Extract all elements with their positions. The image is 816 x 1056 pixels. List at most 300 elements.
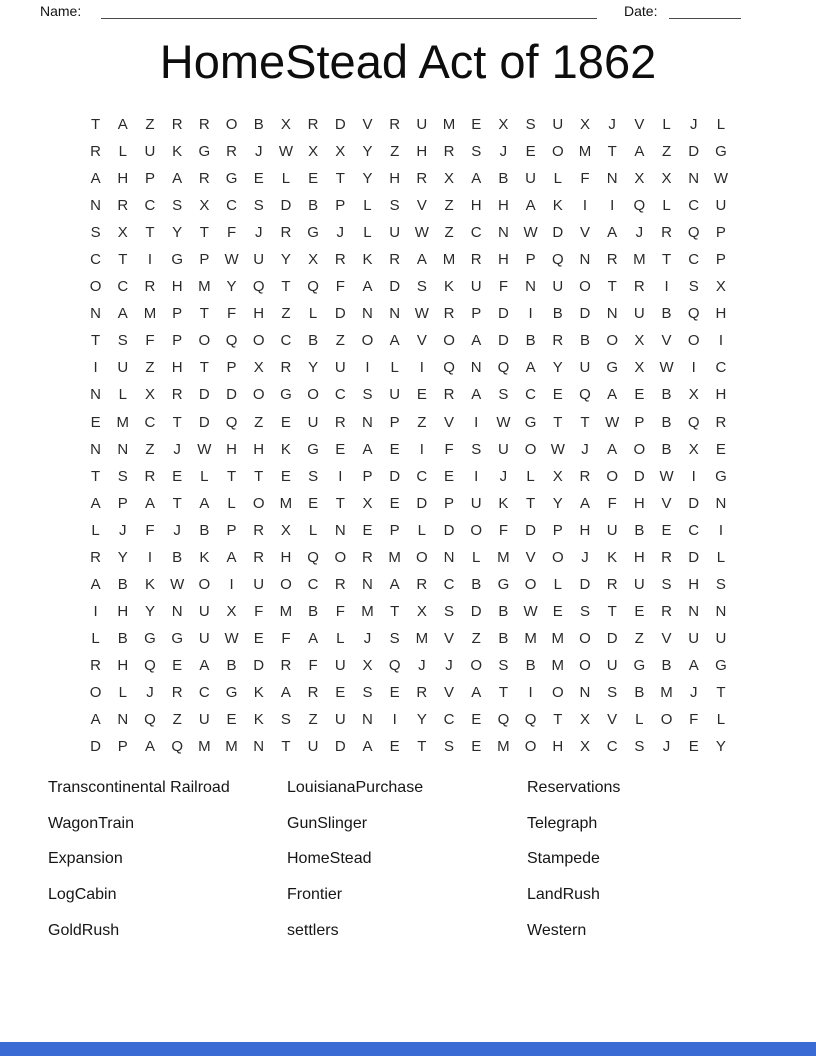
- grid-letter: R: [307, 684, 319, 701]
- grid-letter: Z: [634, 629, 644, 647]
- grid-letter: N: [90, 440, 102, 458]
- grid-letter: R: [334, 575, 346, 593]
- grid-letter: T: [335, 170, 345, 188]
- grid-letter: O: [524, 738, 537, 756]
- word-list-item: GoldRush: [48, 921, 120, 939]
- grid-letter: L: [308, 521, 318, 539]
- grid-letter: J: [445, 656, 453, 674]
- grid-letter: H: [171, 278, 183, 296]
- grid-letter: Z: [444, 197, 454, 215]
- grid-letter: I: [365, 359, 370, 377]
- grid-letter: N: [525, 278, 537, 296]
- grid-letter: C: [90, 251, 102, 269]
- grid-letter: E: [715, 440, 726, 458]
- grid-letter: U: [253, 575, 265, 593]
- grid-letter: Y: [552, 359, 563, 377]
- grid-letter: D: [579, 575, 591, 593]
- grid-letter: M: [442, 251, 456, 269]
- grid-letter: S: [715, 575, 726, 593]
- word-list-item: LandRush: [527, 886, 600, 904]
- grid-letter: W: [659, 359, 674, 377]
- grid-letter: S: [661, 575, 672, 593]
- grid-letter: G: [144, 629, 156, 647]
- grid-letter: G: [715, 656, 727, 674]
- grid-letter: C: [280, 332, 292, 350]
- grid-letter: B: [661, 386, 672, 404]
- grid-letter: B: [634, 684, 645, 701]
- grid-letter: R: [90, 143, 102, 161]
- grid-letter: L: [336, 629, 345, 647]
- grid-letter: V: [525, 548, 536, 566]
- word-list-item: GunSlinger: [287, 814, 368, 832]
- grid-letter: B: [117, 629, 128, 647]
- grid-letter: M: [551, 629, 565, 647]
- grid-letter: O: [198, 332, 211, 350]
- grid-letter: X: [634, 332, 645, 350]
- grid-letter: R: [171, 684, 183, 701]
- grid-letter: B: [308, 602, 319, 620]
- grid-letter: R: [171, 386, 183, 404]
- grid-letter: G: [280, 386, 292, 404]
- grid-letter: O: [551, 548, 564, 566]
- word-list-column: [527, 779, 620, 957]
- grid-letter: A: [144, 494, 155, 512]
- grid-letter: U: [389, 386, 401, 404]
- grid-letter: T: [91, 332, 101, 350]
- grid-letter: S: [471, 440, 482, 458]
- grid-letter: A: [117, 116, 128, 134]
- grid-letter: H: [171, 359, 183, 377]
- grid-letter: X: [144, 386, 155, 404]
- grid-letter: X: [199, 197, 210, 215]
- word-list-item: Frontier: [287, 886, 343, 904]
- grid-letter: E: [634, 602, 645, 620]
- grid-letter: Q: [252, 278, 265, 296]
- grid-letter: E: [172, 656, 183, 674]
- grid-letter: O: [252, 332, 265, 350]
- grid-letter: X: [444, 170, 455, 188]
- grid-letter: R: [280, 224, 292, 242]
- grid-letter: T: [199, 359, 209, 377]
- grid-letter: A: [471, 332, 482, 350]
- grid-letter: I: [419, 440, 424, 458]
- grid-letter: T: [417, 738, 427, 756]
- grid-letter: L: [662, 197, 671, 215]
- grid-letter: M: [198, 278, 211, 296]
- word-list-item: Stampede: [527, 850, 600, 868]
- grid-letter: W: [605, 413, 620, 431]
- grid-letter: L: [363, 197, 372, 215]
- grid-letter: Z: [390, 143, 400, 161]
- grid-letter: Y: [226, 278, 237, 296]
- grid-letter: I: [419, 359, 424, 377]
- grid-letter: J: [662, 738, 671, 756]
- grid-letter: I: [147, 251, 153, 269]
- grid-letter: O: [416, 548, 428, 566]
- name-label: Name:: [40, 3, 82, 19]
- grid-letter: N: [389, 305, 401, 323]
- grid-letter: N: [715, 494, 727, 512]
- grid-letter: X: [498, 116, 509, 134]
- grid-letter: P: [525, 251, 536, 269]
- grid-letter: A: [226, 548, 237, 566]
- grid-letter: V: [661, 629, 672, 647]
- grid-letter: E: [471, 711, 482, 729]
- grid-letter: J: [119, 521, 127, 539]
- grid-letter: O: [307, 386, 319, 404]
- grid-letter: C: [688, 251, 700, 269]
- grid-letter: K: [253, 711, 264, 729]
- grid-letter: Z: [308, 711, 318, 729]
- grid-letter: V: [444, 629, 455, 647]
- grid-letter: R: [606, 575, 618, 593]
- grid-letter: R: [334, 413, 346, 431]
- grid-letter: N: [443, 548, 455, 566]
- grid-letter: K: [607, 548, 618, 566]
- grid-letter: U: [416, 116, 428, 134]
- grid-letter: I: [474, 413, 479, 431]
- grid-letter: X: [579, 116, 590, 134]
- word-search-grid: [82, 111, 735, 760]
- grid-letter: U: [307, 738, 319, 756]
- grid-letter: M: [660, 684, 673, 701]
- grid-letter: F: [607, 494, 617, 512]
- grid-letter: D: [280, 197, 292, 215]
- grid-letter: O: [524, 440, 537, 458]
- grid-letter: U: [552, 278, 564, 296]
- grid-letter: G: [307, 224, 319, 242]
- grid-letter: X: [634, 359, 645, 377]
- grid-letter: T: [526, 494, 536, 512]
- grid-letter: F: [308, 656, 318, 674]
- grid-letter: O: [579, 656, 591, 674]
- grid-letter: W: [550, 440, 565, 458]
- grid-letter: F: [498, 521, 508, 539]
- grid-letter: A: [362, 738, 373, 756]
- grid-letter: B: [172, 548, 183, 566]
- grid-letter: S: [389, 629, 400, 647]
- grid-letter: J: [581, 440, 589, 458]
- grid-letter: U: [470, 494, 482, 512]
- grid-letter: A: [416, 251, 427, 269]
- grid-letter: X: [362, 656, 373, 674]
- grid-letter: Q: [144, 656, 156, 674]
- grid-letter: R: [633, 278, 645, 296]
- grid-letter: B: [661, 413, 672, 431]
- grid-letter: G: [171, 251, 183, 269]
- grid-letter: C: [416, 467, 428, 485]
- grid-letter: S: [172, 197, 183, 215]
- grid-letter: A: [525, 197, 536, 215]
- grid-letter: T: [145, 224, 155, 242]
- grid-letter: X: [552, 467, 563, 485]
- grid-letter: C: [144, 413, 156, 431]
- grid-letter: G: [633, 656, 646, 674]
- grid-letter: T: [199, 305, 209, 323]
- grid-letter: B: [661, 440, 672, 458]
- grid-letter: K: [498, 494, 509, 512]
- grid-letter: P: [389, 413, 400, 431]
- grid-letter: U: [715, 629, 727, 647]
- grid-letter: U: [334, 656, 346, 674]
- grid-letter: E: [253, 170, 264, 188]
- grid-letter: L: [91, 521, 100, 539]
- grid-letter: B: [498, 170, 509, 188]
- grid-letter: E: [226, 711, 237, 729]
- grid-letter: M: [633, 251, 646, 269]
- grid-letter: G: [497, 575, 510, 593]
- grid-letter: P: [362, 467, 373, 485]
- grid-letter: Y: [144, 602, 155, 620]
- grid-letter: S: [117, 332, 128, 350]
- grid-letter: N: [117, 440, 129, 458]
- grid-letter: U: [334, 711, 346, 729]
- grid-letter: T: [553, 413, 563, 431]
- grid-letter: A: [90, 170, 101, 188]
- grid-letter: L: [417, 521, 427, 539]
- grid-letter: K: [362, 251, 373, 269]
- word-list-item: WagonTrain: [48, 814, 134, 832]
- grid-letter: D: [497, 305, 509, 323]
- grid-letter: F: [145, 521, 155, 539]
- grid-letter: R: [443, 386, 455, 404]
- grid-letter: A: [144, 738, 155, 756]
- grid-letter: P: [715, 224, 726, 242]
- grid-letter: D: [198, 413, 210, 431]
- grid-letter: H: [579, 521, 591, 539]
- grid-letter: I: [528, 305, 533, 323]
- grid-letter: A: [607, 386, 618, 404]
- grid-letter: Q: [171, 738, 183, 756]
- grid-letter: X: [688, 386, 699, 404]
- grid-letter: L: [526, 467, 535, 485]
- grid-letter: I: [392, 711, 397, 729]
- grid-letter: V: [661, 494, 672, 512]
- grid-letter: G: [715, 143, 727, 161]
- grid-letter: L: [227, 494, 236, 512]
- grid-letter: I: [610, 197, 615, 215]
- grid-letter: I: [229, 575, 234, 593]
- grid-letter: T: [226, 467, 237, 485]
- grid-letter: D: [497, 332, 509, 350]
- grid-letter: K: [144, 575, 155, 593]
- grid-letter: C: [688, 197, 700, 215]
- grid-letter: D: [552, 224, 564, 242]
- grid-letter: I: [93, 359, 98, 377]
- grid-letter: H: [416, 143, 428, 161]
- grid-letter: A: [199, 656, 210, 674]
- grid-letter: N: [171, 602, 183, 620]
- grid-letter: L: [118, 684, 127, 701]
- grid-letter: C: [443, 711, 455, 729]
- grid-letter: L: [200, 467, 209, 485]
- grid-letter: H: [715, 386, 727, 404]
- grid-letter: Y: [280, 251, 291, 269]
- grid-letter: M: [361, 602, 374, 620]
- grid-letter: D: [334, 305, 346, 323]
- grid-letter: R: [253, 548, 265, 566]
- grid-letter: G: [171, 629, 183, 647]
- grid-letter: T: [91, 116, 101, 134]
- grid-letter: I: [718, 332, 723, 350]
- grid-letter: T: [607, 602, 617, 620]
- grid-letter: U: [198, 629, 210, 647]
- grid-letter: K: [253, 684, 264, 701]
- grid-letter: E: [253, 629, 264, 647]
- grid-letter: E: [471, 738, 482, 756]
- grid-letter: K: [552, 197, 563, 215]
- grid-letter: L: [118, 386, 127, 404]
- grid-letter: V: [607, 711, 618, 729]
- grid-letter: E: [416, 386, 427, 404]
- grid-letter: A: [199, 494, 210, 512]
- grid-letter: T: [281, 738, 291, 756]
- grid-letter: A: [308, 629, 319, 647]
- grid-letter: M: [497, 738, 510, 756]
- grid-letter: O: [280, 575, 292, 593]
- grid-letter: F: [145, 332, 155, 350]
- grid-letter: M: [279, 494, 293, 512]
- grid-letter: C: [144, 197, 156, 215]
- grid-letter: P: [471, 305, 482, 323]
- grid-letter: R: [416, 575, 428, 593]
- word-list-item: Reservations: [527, 779, 621, 796]
- grid-letter: D: [443, 521, 455, 539]
- grid-letter: N: [362, 305, 373, 323]
- grid-letter: Q: [307, 278, 319, 296]
- grid-letter: O: [334, 548, 347, 566]
- grid-letter: N: [90, 386, 102, 404]
- grid-letter: N: [579, 251, 591, 269]
- grid-letter: W: [659, 467, 674, 485]
- grid-letter: F: [226, 305, 237, 323]
- grid-letter: K: [172, 143, 183, 161]
- grid-letter: J: [689, 684, 698, 701]
- grid-letter: L: [91, 629, 100, 647]
- grid-letter: R: [362, 548, 373, 566]
- grid-letter: F: [444, 440, 454, 458]
- grid-letter: O: [551, 684, 564, 701]
- grid-letter: W: [414, 224, 429, 242]
- grid-letter: U: [198, 711, 210, 729]
- grid-letter: A: [471, 170, 482, 188]
- grid-letter: P: [144, 170, 155, 188]
- grid-letter: M: [198, 738, 211, 756]
- grid-letter: G: [225, 170, 238, 188]
- grid-letter: S: [579, 602, 590, 620]
- grid-letter: S: [389, 197, 400, 215]
- word-list-item: LogCabin: [48, 886, 117, 904]
- grid-letter: R: [253, 521, 265, 539]
- grid-letter: R: [470, 251, 482, 269]
- grid-letter: N: [90, 197, 102, 215]
- grid-letter: P: [117, 494, 128, 512]
- grid-letter: R: [117, 197, 129, 215]
- grid-letter: X: [661, 170, 672, 188]
- grid-letter: U: [470, 278, 482, 296]
- grid-letter: R: [579, 467, 591, 485]
- grid-letter: Z: [661, 143, 672, 161]
- grid-letter: X: [280, 521, 291, 539]
- grid-letter: J: [499, 143, 508, 161]
- grid-letter: J: [173, 440, 181, 458]
- grid-letter: O: [633, 440, 646, 458]
- grid-letter: D: [688, 143, 700, 161]
- grid-letter: C: [606, 738, 618, 756]
- grid-letter: E: [335, 684, 346, 701]
- grid-letter: J: [418, 656, 426, 674]
- grid-letter: E: [308, 494, 319, 512]
- grid-letter: L: [553, 575, 562, 593]
- grid-letter: B: [308, 332, 319, 350]
- grid-letter: E: [552, 386, 563, 404]
- grid-letter: W: [496, 413, 511, 431]
- grid-letter: R: [443, 305, 455, 323]
- grid-letter: R: [661, 548, 672, 566]
- grid-letter: J: [689, 116, 698, 134]
- grid-letter: X: [253, 359, 264, 377]
- grid-letter: O: [606, 332, 618, 350]
- grid-letter: M: [225, 738, 238, 756]
- grid-letter: I: [582, 197, 588, 215]
- word-list-column: [287, 779, 423, 957]
- grid-letter: N: [688, 170, 700, 188]
- grid-letter: M: [551, 656, 565, 674]
- grid-letter: Q: [497, 359, 510, 377]
- grid-letter: R: [606, 251, 618, 269]
- grid-letter: Y: [308, 359, 319, 377]
- grid-letter: E: [308, 170, 319, 188]
- grid-letter: H: [226, 440, 237, 458]
- grid-letter: X: [688, 440, 699, 458]
- grid-letter: D: [579, 305, 591, 323]
- grid-letter: Y: [416, 711, 427, 729]
- date-blank-line: [669, 2, 741, 19]
- grid-letter: H: [497, 251, 509, 269]
- grid-letter: Y: [172, 224, 183, 242]
- grid-letter: R: [389, 116, 401, 134]
- grid-letter: B: [661, 305, 672, 323]
- grid-letter: O: [252, 386, 265, 404]
- grid-letter: Z: [281, 305, 291, 323]
- grid-letter: N: [606, 170, 618, 188]
- grid-letter: H: [389, 170, 401, 188]
- grid-letter: B: [471, 575, 482, 593]
- grid-letter: O: [470, 521, 483, 539]
- grid-letter: T: [91, 467, 101, 485]
- word-list-item: LouisianaPurchase: [287, 779, 424, 796]
- grid-letter: R: [144, 278, 156, 296]
- grid-letter: W: [170, 575, 185, 593]
- grid-letter: B: [253, 116, 264, 134]
- grid-letter: Q: [687, 224, 700, 242]
- grid-letter: D: [334, 738, 346, 756]
- grid-letter: Z: [145, 440, 155, 458]
- grid-letter: O: [443, 332, 455, 350]
- grid-letter: D: [470, 602, 482, 620]
- grid-letter: B: [498, 629, 509, 647]
- grid-letter: X: [362, 494, 373, 512]
- word-list-item: HomeStead: [287, 850, 372, 868]
- grid-letter: Z: [417, 413, 427, 431]
- grid-letter: C: [226, 197, 237, 215]
- grid-letter: C: [198, 684, 210, 701]
- grid-letter: Y: [715, 738, 726, 756]
- grid-letter: Q: [633, 197, 646, 215]
- grid-letter: M: [578, 143, 592, 161]
- grid-letter: P: [552, 521, 563, 539]
- grid-letter: I: [338, 467, 343, 485]
